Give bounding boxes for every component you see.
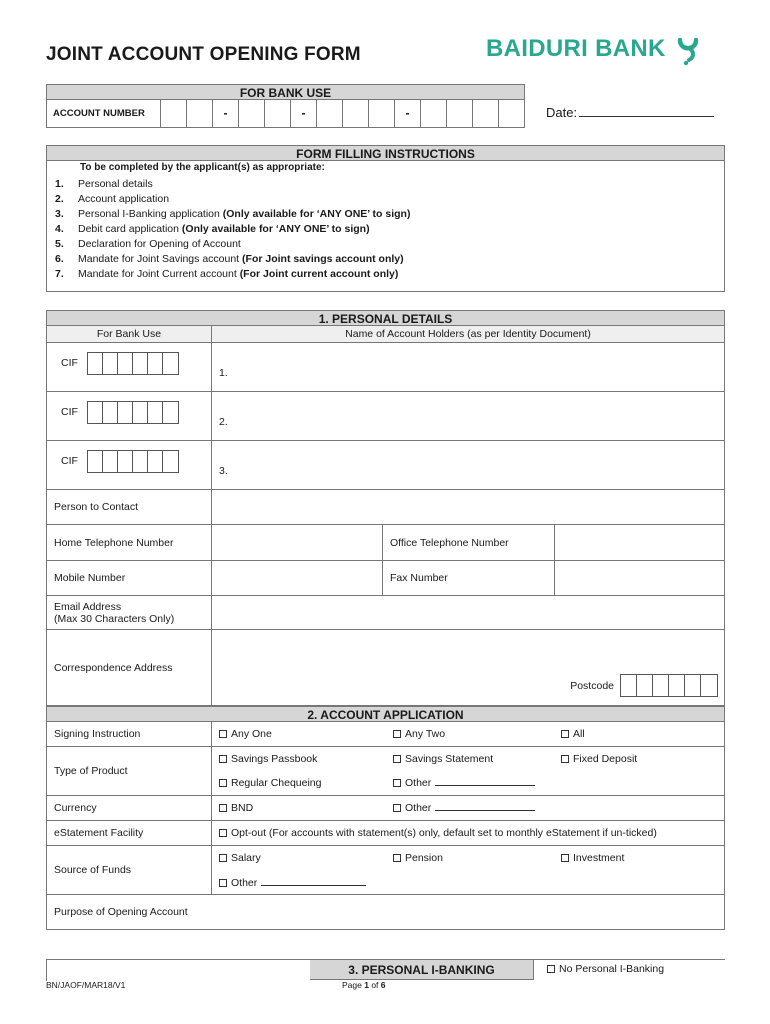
no-ibanking-option[interactable]: No Personal I-Banking [547,963,664,975]
purpose-label: Purpose of Opening Account [54,906,188,918]
office-phone-field[interactable] [555,525,724,560]
checkbox-icon[interactable] [219,730,227,738]
checkbox-icon[interactable] [561,730,569,738]
account-digit-box[interactable] [187,99,213,127]
account-digit-box[interactable] [317,99,343,127]
account-digit-box[interactable] [343,99,369,127]
checkbox-icon[interactable] [219,779,227,787]
address-row [47,630,724,706]
instructions-header: FORM FILLING INSTRUCTIONS [46,145,725,161]
account-number-row [46,99,525,128]
fund-salary-option[interactable]: Salary [219,852,261,864]
cif-label: CIF [61,357,78,369]
purpose-field[interactable] [212,895,724,929]
postcode-input[interactable] [620,674,718,697]
savings-statement-option[interactable]: Savings Statement [393,753,493,765]
cif-label: CIF [61,406,78,418]
instructions-intro: To be completed by the applicant(s) as appropriate: [80,162,325,173]
email-row [47,596,724,630]
form-code: BN/JAOF/MAR18/V1 [46,980,126,990]
account-separator: - [291,99,317,127]
bank-logo [486,31,706,67]
postcode-label: Postcode [570,679,614,692]
fund-pension-option[interactable]: Pension [393,852,443,864]
brand-name: BAIDURI BANK [486,35,666,62]
account-separator: - [213,99,239,127]
account-digit-box[interactable] [447,99,473,127]
currency-other-blank[interactable] [435,802,535,811]
sign-any-one-option[interactable]: Any One [219,728,272,740]
fund-other-option[interactable]: Other [219,877,366,889]
date-field[interactable] [546,105,714,120]
checkbox-icon[interactable] [219,879,227,887]
contact-person-row [47,490,724,525]
holder-number: 1. [219,367,228,379]
fund-other-blank[interactable] [261,877,366,886]
account-digit-box[interactable] [421,99,447,127]
estatement-label: eStatement Facility [47,821,212,845]
account-number-label: ACCOUNT NUMBER [47,99,161,127]
product-row [47,747,724,796]
estatement-row [47,821,724,846]
holder-row-3 [47,441,724,490]
holder-number: 3. [219,465,228,477]
holder-1-name-field[interactable] [212,343,724,391]
currency-row [47,796,724,821]
ibanking-header: 3. PERSONAL I-BANKING [310,960,534,980]
checkbox-icon[interactable] [561,755,569,763]
bank-logo-icon [670,31,706,67]
account-digit-box[interactable] [473,99,499,127]
account-application-table [46,722,725,930]
mobile-label: Mobile Number [47,561,212,595]
holder-3-name-field[interactable] [212,441,724,489]
estatement-optout-option[interactable]: Opt-out (For accounts with statement(s) only, default set to monthly eStatement if un-ticked) [219,827,657,839]
sign-any-two-option[interactable]: Any Two [393,728,445,740]
ibanking-section [46,959,725,981]
instruction-item: 5. Declaration for Opening of Account [55,238,241,250]
signing-row [47,722,724,747]
funds-row [47,846,724,895]
checkbox-icon[interactable] [547,965,555,973]
home-phone-field[interactable] [212,525,383,560]
form-title: JOINT ACCOUNT OPENING FORM [46,44,361,65]
account-holders-label: Name of Account Holders (as per Identity Document) [212,326,724,342]
fax-field[interactable] [555,561,724,595]
cif-input[interactable] [87,450,179,473]
funds-label: Source of Funds [47,846,212,894]
checkbox-icon[interactable] [393,730,401,738]
account-digit-box[interactable] [369,99,395,127]
checkbox-icon[interactable] [393,854,401,862]
product-other-option[interactable]: Other [393,777,535,789]
mobile-field[interactable] [212,561,383,595]
product-label: Type of Product [47,747,212,795]
cif-label: CIF [61,455,78,467]
instruction-item: 4. Debit card application (Only available for ‘ANY ONE’ to sign) [55,223,370,235]
for-bank-use-header: FOR BANK USE [46,84,525,100]
fax-label: Fax Number [383,561,555,595]
date-label: Date: [546,105,578,120]
signing-label: Signing Instruction [47,722,212,746]
account-digit-box[interactable] [239,99,265,127]
fund-investment-option[interactable]: Investment [561,852,624,864]
product-other-blank[interactable] [435,777,535,786]
holder-2-name-field[interactable] [212,392,724,440]
account-digit-box[interactable] [161,99,187,127]
email-field[interactable] [212,596,724,629]
account-application-header: 2. ACCOUNT APPLICATION [46,706,725,722]
instruction-item: 1. Personal details [55,178,153,190]
contact-person-label: Person to Contact [47,490,212,524]
savings-passbook-option[interactable]: Savings Passbook [219,753,317,765]
checkbox-icon[interactable] [393,804,401,812]
instruction-item: 6. Mandate for Joint Savings account (For Joint savings account only) [55,253,404,265]
holder-row-2 [47,392,724,441]
contact-person-field[interactable] [212,490,724,524]
account-digit-box[interactable] [499,99,524,127]
personal-details-header: 1. PERSONAL DETAILS [46,310,725,326]
for-bank-use-label: For Bank Use [47,326,212,342]
office-phone-label: Office Telephone Number [383,525,555,560]
currency-other-option[interactable]: Other [393,802,535,814]
holder-number: 2. [219,416,228,428]
cif-input[interactable] [87,352,179,375]
holder-row-1 [47,343,724,392]
checkbox-icon[interactable] [219,854,227,862]
date-blank-line[interactable] [579,105,714,117]
instruction-item: 3. Personal I-Banking application (Only available for ‘ANY ONE’ to sign) [55,208,411,220]
checkbox-icon[interactable] [219,755,227,763]
mobile-fax-row [47,561,724,596]
checkbox-icon[interactable] [393,755,401,763]
checkbox-icon[interactable] [219,804,227,812]
purpose-row [47,895,724,930]
page-number: Page 1 of 6 [342,980,386,990]
account-digit-box[interactable] [265,99,291,127]
home-phone-label: Home Telephone Number [47,525,212,560]
sign-all-option[interactable]: All [561,728,585,740]
instructions-box [46,161,725,292]
checkbox-icon[interactable] [219,829,227,837]
currency-label: Currency [47,796,212,820]
address-label: Correspondence Address [47,630,212,705]
instructions-list [47,173,724,282]
account-separator: - [395,99,421,127]
address-field[interactable] [212,630,724,705]
instruction-item: 2. Account application [55,193,170,205]
cif-input[interactable] [87,401,179,424]
personal-details-table [46,326,725,706]
postcode-group [570,674,718,697]
regular-chequeing-option[interactable]: Regular Chequeing [219,777,321,789]
email-label: Email Address [54,600,122,613]
currency-bnd-option[interactable]: BND [219,802,253,814]
checkbox-icon[interactable] [393,779,401,787]
instruction-item: 7. Mandate for Joint Current account (For Joint current account only) [55,268,399,280]
fixed-deposit-option[interactable]: Fixed Deposit [561,753,637,765]
phone-row [47,525,724,561]
checkbox-icon[interactable] [561,854,569,862]
email-hint: (Max 30 Characters Only) [54,612,175,625]
